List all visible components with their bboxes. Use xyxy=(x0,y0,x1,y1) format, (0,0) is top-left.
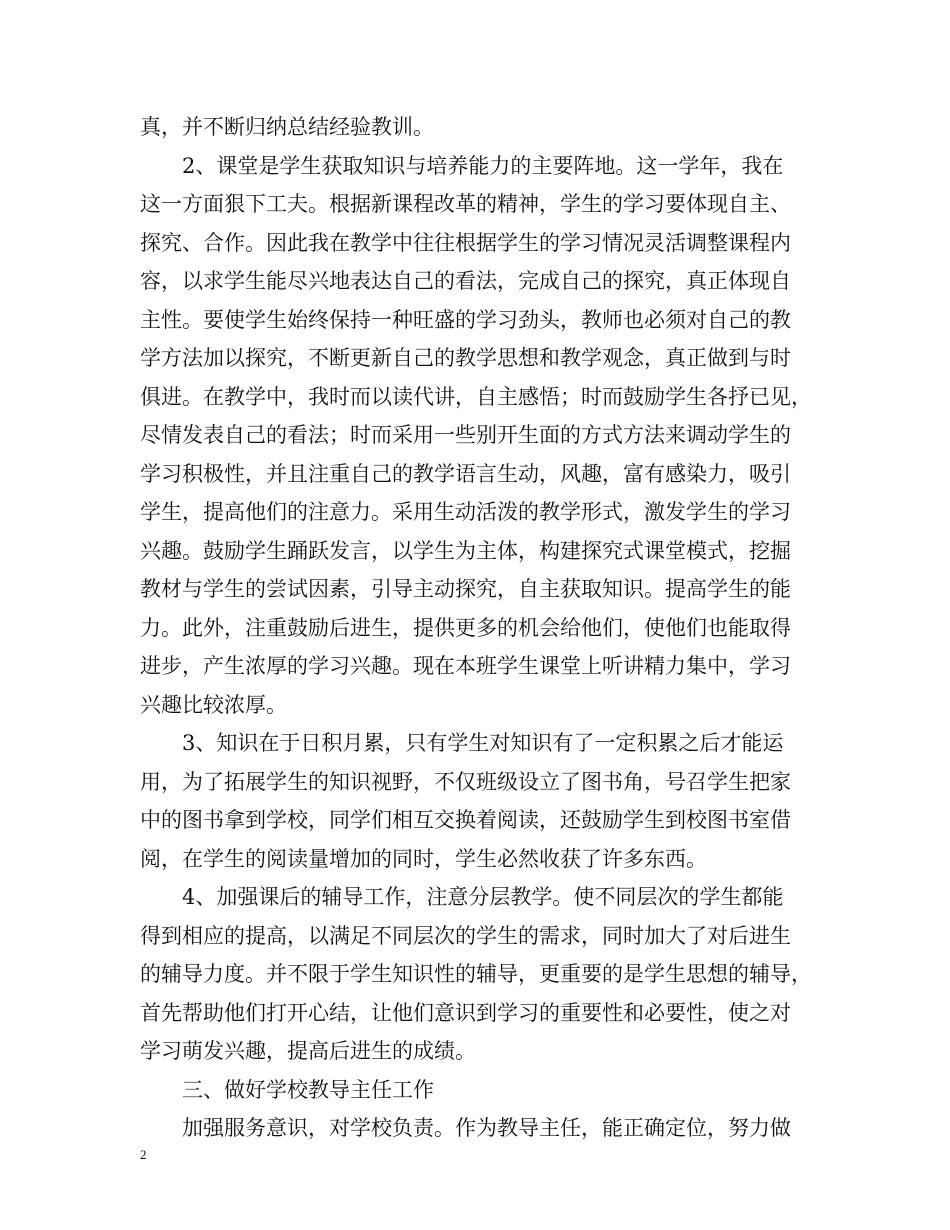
text-line: 阅，在学生的阅读量增加的同时，学生必然收获了许多东西。 xyxy=(140,846,707,871)
text-line: 进步，产生浓厚的学习兴趣。现在本班学生课堂上听讲精力集中，学习 xyxy=(140,654,791,678)
paragraph-first-line: 加强服务意识，对学校负责。作为教导主任，能正确定位，努力做 xyxy=(182,1116,791,1140)
text-line: 学方法加以探究，不断更新自己的教学思想和教学观念，真正做到与时 xyxy=(140,346,791,370)
text-line: 学习萌发兴趣，提高后进生的成绩。 xyxy=(140,1039,476,1063)
paragraph-first-line: 三、做好学校教导主任工作 xyxy=(182,1077,434,1102)
text-line: 用，为了拓展学生的知识视野，不仅班级设立了图书角，号召学生把家 xyxy=(140,769,791,794)
paragraph-first-line: 3、知识在于日积月累，只有学生对知识有了一定积累之后才能运 xyxy=(182,731,784,755)
paragraph-first-line: 2、课堂是学生获取知识与培养能力的主要阵地。这一学年，我在 xyxy=(182,153,784,178)
text-line: 容，以求学生能尽兴地表达自己的看法，完成自己的探究，真正体现自 xyxy=(140,269,791,293)
text-line: 主性。要使学生始终保持一种旺盛的学习劲头，教师也必须对自己的教 xyxy=(140,307,791,332)
text-line: 尽情发表自己的看法；时而采用一些别开生面的方式方法来调动学生的 xyxy=(140,423,791,447)
text-line: 教材与学生的尝试因素，引导主动探究，自主获取知识。提高学生的能 xyxy=(140,577,791,601)
text-line: 得到相应的提高，以满足不同层次的学生的需求，同时加大了对后进生 xyxy=(140,923,791,948)
text-line: 力。此外，注重鼓励后进生，提供更多的机会给他们，使他们也能取得 xyxy=(140,615,791,640)
text-line: 兴趣比较浓厚。 xyxy=(140,692,287,717)
text-line: 首先帮助他们打开心结，让他们意识到学习的重要性和必要性，使之对 xyxy=(140,1000,791,1025)
text-line: 中的图书拿到学校，同学们相互交换着阅读，还鼓励学生到校图书室借 xyxy=(140,808,791,832)
body-text xyxy=(140,108,820,1148)
text-line: 兴趣。鼓励学生踊跃发言，以学生为主体，构建探究式课堂模式，挖掘 xyxy=(140,538,791,563)
text-line: 学生，提高他们的注意力。采用生动活泼的教学形式，激发学生的学习 xyxy=(140,500,791,524)
paragraph-first-line: 4、加强课后的辅导工作，注意分层教学。使不同层次的学生都能 xyxy=(182,885,784,909)
page-number: 2 xyxy=(140,1147,147,1162)
text-line: 学习积极性，并且注重自己的教学语言生动，风趣，富有感染力，吸引 xyxy=(140,461,791,486)
text-line: 真，并不断归纳总结经验教训。 xyxy=(140,115,434,139)
text-line: 探究、合作。因此我在教学中往往根据学生的学习情况灵活调整课程内 xyxy=(140,230,791,255)
text-line: 这一方面狠下工夫。根据新课程改革的精神，学生的学习要体现自主、 xyxy=(140,192,791,216)
text-line: 俱进。在教学中，我时而以读代讲，自主感悟；时而鼓励学生各抒已见， xyxy=(140,384,812,409)
text-line: 的辅导力度。并不限于学生知识性的辅导，更重要的是学生思想的辅导， xyxy=(140,962,812,986)
